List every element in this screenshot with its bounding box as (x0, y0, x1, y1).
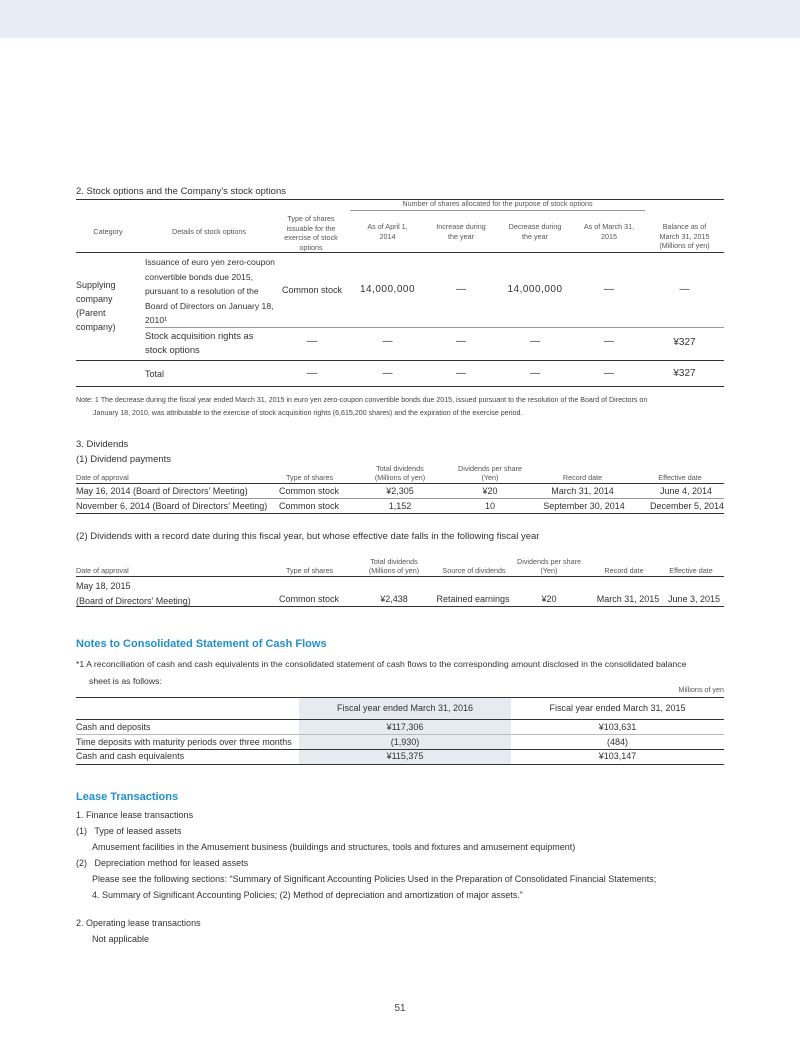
t2-row-date: May 18, 2015 (Board of Directors’ Meeting) (76, 581, 191, 606)
cf-row3-2016: ¥115,375 (386, 751, 424, 761)
t2-col-total: Total dividends (Millions of yen) (368, 557, 420, 575)
col-balance: Balance as of March 31, 2015 (Millions of yen) (659, 222, 710, 250)
note-line-2: January 18, 2010, was attributable to the exercise of stock acquisition rights (6,615,200 shares) and the expiration of the exercise period. (93, 409, 523, 417)
cf-row2-2016: (1,930) (390, 737, 420, 747)
t2-col-source: Source of dividends (442, 566, 506, 575)
dividend-payments-subtitle: (1) Dividend payments (76, 454, 172, 465)
row1-balance: — (679, 284, 690, 295)
cf-rule-bottom (76, 764, 724, 765)
lease-line-1: 1. Finance lease transactions (76, 810, 194, 820)
rule-total (76, 386, 724, 387)
t2-rule-bottom (76, 606, 724, 607)
stock-options-title: 2. Stock options and the Company’s stock options (76, 186, 287, 197)
t2-row-total: ¥2,438 (380, 594, 408, 604)
lease-line-4: (2) Depreciation method for leased assets (76, 858, 249, 868)
cf-row3-2015: ¥103,147 (598, 751, 637, 761)
rule-row1 (145, 327, 724, 328)
rule-row2 (76, 360, 724, 361)
t1-col-date: Date of approval (76, 473, 129, 482)
cash-flows-text-2: sheet is as follows: (89, 676, 162, 686)
cf-row1-label: Cash and deposits (76, 722, 151, 732)
lease-line-5: Please see the following sections: “Summary of Significant Accounting Policies Used in the Preparation of Consolidated Financial Statements; (92, 874, 657, 884)
total-increase: — (456, 368, 466, 379)
row1-march: — (604, 284, 614, 295)
t2-row-effective: June 3, 2015 (667, 594, 720, 604)
cf-col-2016: Fiscal year ended March 31, 2016 (336, 703, 474, 713)
row2-type: — (307, 336, 317, 347)
t1-col-total: Total dividends (Millions of yen) (374, 464, 426, 482)
total-label: Total (145, 369, 165, 379)
col-category: Category (93, 227, 123, 236)
row2-increase: — (456, 336, 466, 347)
t2-rule-header (76, 576, 724, 577)
rule-header-bottom (76, 252, 724, 253)
t2-row-type: Common stock (279, 594, 340, 604)
t1-col-record: Record date (562, 473, 603, 482)
total-decrease: — (530, 368, 540, 379)
t2-col-type: Type of shares (286, 566, 334, 575)
col-march: As of March 31, 2015 (583, 222, 635, 241)
t1-col-type: Type of shares (286, 473, 334, 482)
t2-col-effective: Effective date (669, 566, 713, 575)
t2-col-per: Dividends per share (Yen) (517, 557, 581, 575)
lease-line-3: Amusement facilities in the Amusement business (buildings and structures, tools and fixtures and amusement equipment) (92, 842, 576, 852)
t1-row1-record: March 31, 2014 (551, 486, 614, 496)
t1-rule-row1 (76, 498, 724, 499)
t2-col-record: Record date (604, 566, 644, 575)
col-increase: Increase during the year (436, 222, 486, 241)
t1-row1-date: May 16, 2014 (Board of Directors’ Meeting) (76, 486, 248, 496)
cash-flows-unit: Millions of yen (678, 685, 724, 694)
row2-detail: Stock acquisition rights as stock options (145, 330, 254, 355)
lease-line-2: (1) Type of leased assets (76, 826, 182, 836)
row1-decrease: 14,000,000 (507, 284, 563, 295)
cf-rule-row2 (76, 749, 724, 750)
total-balance: ¥327 (673, 368, 696, 379)
note-line-1: Note: 1 The decrease during the fiscal year ended March 31, 2015 in euro yen zero-coupon convertible bonds due 2015, issued pursuant to the resolution of the Board of Directors on (76, 396, 648, 404)
col-details: Details of stock options (172, 227, 246, 236)
cf-row3-label: Cash and cash equivalents (76, 751, 185, 761)
t1-row2-per: 10 (484, 501, 495, 511)
row1-increase: — (456, 284, 466, 295)
cf-rule-top (76, 697, 724, 698)
row1-detail: Issuance of euro yen zero-coupon convertible bonds due 2015, pursuant to a resolution of the Board of Directors on January 18, 2010¹ (145, 257, 275, 325)
total-march: — (604, 368, 614, 379)
t1-col-effective: Effective date (658, 473, 702, 482)
group-header: Number of shares allocated for the purpose of stock options (402, 199, 593, 208)
col-type: Type of shares issuable for the exercise of stock options (284, 214, 338, 252)
cf-row2-label: Time deposits with maturity periods over three months (76, 737, 292, 747)
total-type: — (307, 368, 317, 379)
dividends-subtitle-2: (2) Dividends with a record date during this fiscal year, but whose effective date falls in the following fiscal year (76, 531, 540, 542)
t1-row2-date: November 6, 2014 (Board of Directors’ Meeting) (76, 501, 268, 511)
category-cell: Supplying company (Parent company) (76, 280, 116, 332)
t1-row1-per: ¥20 (482, 486, 498, 496)
row2-balance: ¥327 (673, 337, 696, 348)
t2-col-date: Date of approval (76, 566, 129, 575)
cash-flows-title: Notes to Consolidated Statement of Cash Flows (76, 638, 327, 650)
lease-line-6: 4. Summary of Significant Accounting Policies; (2) Method of depreciation and amortization of major assets.” (92, 890, 523, 900)
t1-row1-total: ¥2,305 (386, 486, 414, 496)
cf-row2-2015: (484) (606, 737, 628, 747)
dividends-title: 3. Dividends (76, 439, 129, 450)
t1-col-per: Dividends per share (Yen) (458, 464, 522, 482)
rule-group (350, 210, 645, 211)
top-band (0, 0, 800, 38)
page-number: 51 (394, 1003, 406, 1014)
t1-rule-header (76, 483, 724, 484)
col-april: As of April 1, 2014 (367, 222, 408, 241)
row1-april: 14,000,000 (359, 284, 416, 295)
cash-flows-text-1: *1 A reconciliation of cash and cash equivalents in the consolidated statement of cash flows to the corresponding amount disclosed in the consolidated balance (76, 659, 687, 669)
t1-row2-effective: December 5, 2014 (649, 501, 724, 511)
lease-line-8: Not applicable (92, 934, 150, 944)
lease-title: Lease Transactions (76, 791, 179, 803)
col-decrease: Decrease during the year (508, 222, 562, 241)
row2-decrease: — (530, 336, 540, 347)
cf-rule-header (76, 719, 724, 720)
t1-row2-record: September 30, 2014 (543, 501, 625, 511)
row1-type: Common stock (281, 285, 343, 295)
row2-april: — (382, 336, 393, 347)
t1-row2-type: Common stock (279, 501, 340, 511)
lease-line-7: 2. Operating lease transactions (76, 918, 201, 928)
t2-row-record: March 31, 2015 (596, 594, 660, 604)
t1-row1-effective: June 4, 2014 (659, 486, 712, 496)
cf-rule-row1 (76, 734, 724, 735)
t1-rule-bottom (76, 513, 724, 514)
t1-row1-type: Common stock (279, 486, 340, 496)
row2-march: — (604, 336, 614, 347)
t2-row-per: ¥20 (541, 594, 557, 604)
cf-row1-2015: ¥103,631 (598, 722, 637, 732)
cf-col-2015: Fiscal year ended March 31, 2015 (549, 703, 686, 713)
t2-row-source: Retained earnings (436, 594, 510, 604)
cf-row1-2016: ¥117,306 (386, 722, 424, 732)
total-april: — (382, 368, 393, 379)
t1-row2-total: 1,152 (388, 501, 412, 511)
